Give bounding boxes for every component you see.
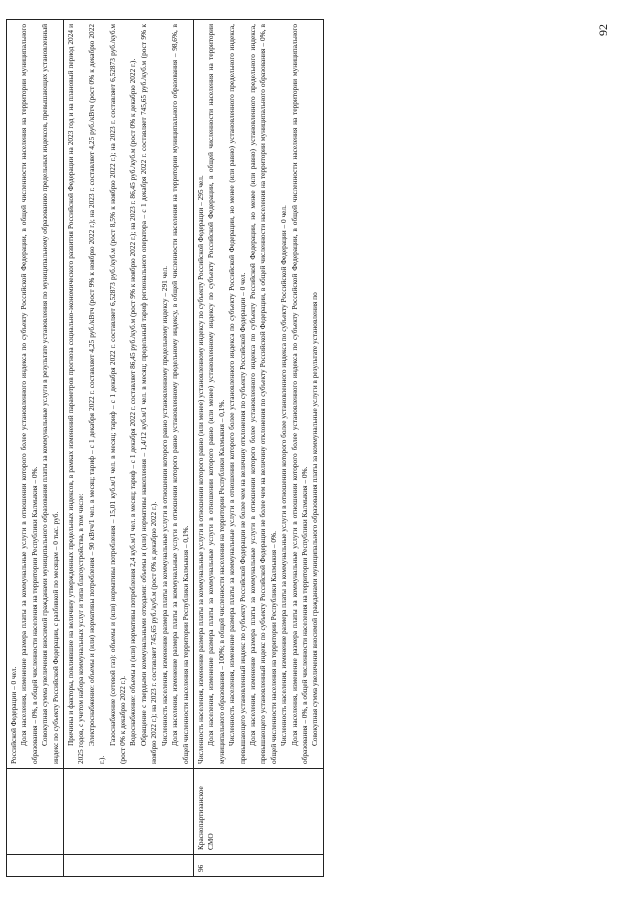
paragraph: Совокупная сумма увеличения вносимой гражданами муниципального образования платы за коммунальные услуги в результате установления по муниципальному образованию предельных индексов, превышающих установленный индекс по субъекту Российской Федерации, с разбивкой по месяцам – 0 тыс. руб. xyxy=(40,24,60,764)
paragraph: Численность населения, изменение размера платы за коммунальные услуги в отношении которого равно установленному предельному индексу – 291 чел. xyxy=(159,266,169,746)
description-cell xyxy=(193,20,323,769)
description-cell xyxy=(7,20,64,769)
paragraph: Доля населения, изменение размера платы за коммунальные услуги в отношении которого более установленного индекса по субъекту Российской Федерации, но менее (или равно) установленного предельного индекса, превышающего установленный индекс по субъекту Российской Федерации не более чем на величину отклонения по субъекту Российской Федерации, в общей численности населения на территории муниципального образования – 0%, в общей численности населения на территории Республики Калмыкия – 0%. xyxy=(247,24,278,764)
paragraph: Доля населения, изменение размера платы за коммунальные услуги в отношении которого равно (или менее) установленному индексу по субъекту Российской Федерации, в общей численности населения на территории муниципального образования – 100%; в общей численности населения на территории Республики Калмыкия – 0,1%. xyxy=(206,24,226,764)
paragraph: Доля населения, изменение размера платы за коммунальные услуги в отношении которого более установленного индекса по субъекту Российской Федерации, в общей численности населения на территории муниципального образования – 0%, в общей численности населения на территории Республики Калмыкия – 0%. xyxy=(19,24,39,764)
table-row xyxy=(7,20,64,877)
paragraph: Причины и факторы, повлиявшие на величину утвержденных предельных индексов, в рамках изменений параметров прогноза социально-экономического развития Российской Федерации на 2023 год и на плановый период 2024 и 2025 годов, с учетом набора коммунальных услуг и типа благоустройства, в том числе: xyxy=(66,24,86,764)
description-cell xyxy=(64,20,194,769)
paragraph: Обращение с твердыми коммунальными отходами: объемы и (или) нормативы накопления – 1,4/12 куб.м/1 чел. в месяц; предельный тариф регионального оператора – с 1 декабря 2022 г. составляет 745,65 руб./куб.м (рост 9% к ноябрю 2022 г.); на 2023 г. составляет 745,65 руб./куб.м (рост 0% к декабрю 2022 г.). xyxy=(138,24,159,764)
document-table xyxy=(6,19,324,877)
row-number-cell xyxy=(64,855,194,877)
row-number-cell: 96 xyxy=(193,855,323,877)
municipality-name-cell xyxy=(64,769,194,855)
page-number: 92 xyxy=(596,24,610,36)
paragraph: Численность населения, изменение размера платы за коммунальные услуги в отношении которого более установленного индекса по субъекту Российской Федерации, но менее (или равно) установленного предельного индекса, превышающего установленный индекс по субъекту Российской Федерации не более чем на величину отклонения по субъекту Российской Федерации – 0 чел. xyxy=(227,24,247,764)
paragraph: Численность населения, изменение размера платы за коммунальные услуги в отношении которого более установленного индекса по субъекту Российской Федерации – 0 чел. xyxy=(279,205,289,746)
table-row xyxy=(193,20,323,877)
row-number-cell xyxy=(7,855,64,877)
paragraph: Водоснабжение: объемы и (или) нормативы потребления 2,4 куб.м/1 чел. в месяц; тариф – с 1 декабря 2022 г. составляет 86,45 руб./куб.м (рост 9% к ноябрю 2022 г.); на 2023 г. 86,45 руб./куб.м (рост 0% к декабрю 2022 г.). xyxy=(128,58,138,746)
paragraph: Электроснабжение: объемы и (или) нормативы потребления – 90 кВтч/1 чел. в месяц; тариф – с 1 декабря 2022 г. составляет 4,25 руб./кВтч (рост 9% к ноябрю 2022 г.); на 2023 г. составляет 4,25 руб./кВтч (рост 0% к декабрю 2022 г.). xyxy=(86,24,107,764)
paragraph: Доля населения, изменение размера платы за коммунальные услуги в отношении которого равно установленному предельному индексу, в общей численности населения на территории муниципального образования – 98,6%, в общей численности населения на территории Республики Калмыкия – 0,1%. xyxy=(170,24,190,764)
table-row xyxy=(64,20,194,877)
document-table-body xyxy=(7,20,324,877)
paragraph: Российской Федерации – 0 чел. xyxy=(9,666,18,764)
paragraph: Численность населения, изменение размера платы за коммунальные услуги в отношении которого равно (или менее) установленному индексу по субъекту Российской Федерации – 295 чел. xyxy=(195,175,205,764)
paragraph: Газоснабжение (сетевой газ): объемы и (или) нормативы потребления – 15,01 куб.м/1 чел. в месяц; тариф – с 1 декабря 2022 г. составляет 6,52873 руб./куб.м (рост 8,5% к ноябрю 2022 г.); на 2023 г. составляет 6,52873 руб./куб.м (рост 0% к декабрю 2022 г.). xyxy=(107,24,128,764)
paragraph: Доля населения, изменение размера платы за коммунальные услуги в отношении которого более установленного индекса по субъекту Российской Федерации, в общей численности населения на территории муниципального образования – 0%, в общей численности населения на территории Республики Калмыкия – 0%. xyxy=(289,24,309,764)
municipality-name-cell: Краснопартизанское СМО xyxy=(193,769,323,855)
municipality-name-cell xyxy=(7,769,64,855)
paragraph: Совокупная сумма увеличения вносимой гражданами муниципального образования платы за коммунальные услуги в результате установления по xyxy=(310,292,320,746)
